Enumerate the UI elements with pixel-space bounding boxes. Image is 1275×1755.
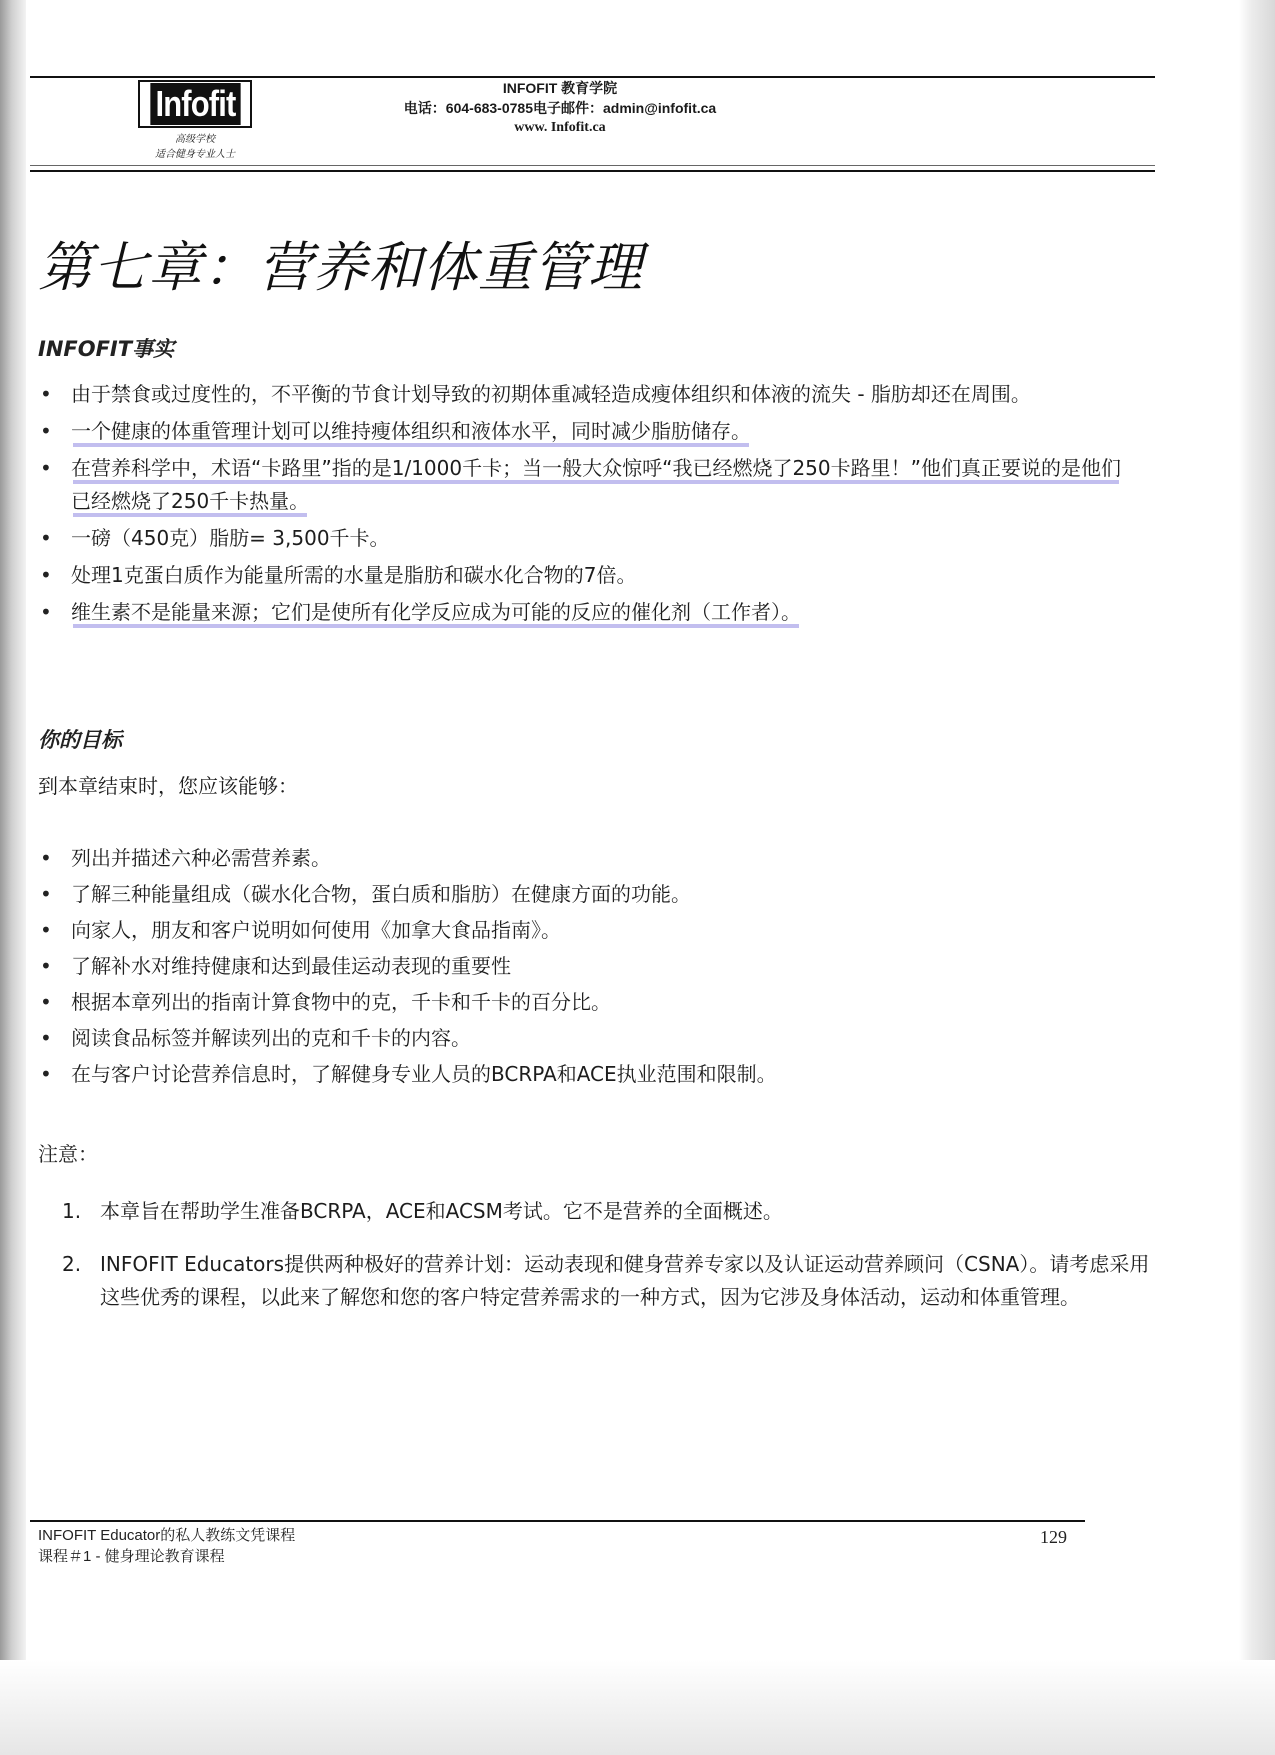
note-text: 本章旨在帮助学生准备BCRPA，ACE和ACSM考试。它不是营养的全面概述。: [100, 1199, 783, 1223]
goals-list: [38, 842, 1128, 1091]
logo-tagline-2: 适合健身专业人士: [155, 149, 235, 160]
list-item: [38, 415, 1128, 448]
list-item: • 根据本章列出的指南计算食物中的克，千卡和千卡的百分比。: [38, 986, 1128, 1019]
footer-course: [38, 1525, 295, 1567]
list-item: • 一磅（450克）脂肪= 3,500千卡。: [38, 522, 1128, 555]
highlighted-text: 在营养科学中，术语“卡路里”指的是1/1000千卡；当一般大众惊呼“我已经燃烧了250卡路里！”他们真正要说的是他们已经燃烧了250千卡热量。: [71, 456, 1121, 513]
note-number: 1.: [62, 1199, 82, 1223]
logo-block: [130, 80, 260, 162]
note-item: [62, 1248, 1152, 1314]
list-item: • 了解补水对维持健康和达到最佳运动表现的重要性: [38, 950, 1128, 983]
list-item: • 由于禁食或过度性的，不平衡的节食计划导致的初期体重减轻造成瘦体组织和体液的流失 - 脂肪却还在周围。: [38, 378, 1128, 411]
org-name: INFOFIT 教育学院: [502, 80, 618, 96]
goals-heading: 你的目标: [38, 728, 122, 752]
highlighted-text: 维生素不是能量来源；它们是使所有化学反应成为可能的反应的催化剂（工作者）。: [71, 600, 801, 624]
note-item: [62, 1195, 1152, 1228]
note-text: INFOFIT Educators提供两种极好的营养计划：运动表现和健身营养专家以及认证运动营养顾问（CSNA）。请考虑采用这些优秀的课程，以此来了解您和您的客户特定营养需求的一种方式，因为它涉及身体活动，运动和体重管理。: [100, 1252, 1150, 1309]
chapter-title: 第七章：营养和体重管理: [38, 236, 643, 299]
list-item: • 处理1克蛋白质作为能量所需的水量是脂肪和碳水化合物的7倍。: [38, 559, 1128, 592]
list-item: [38, 452, 1128, 518]
highlighted-text: 一个健康的体重管理计划可以维持瘦体组织和液体水平，同时减少脂肪储存。: [71, 419, 751, 443]
infofit-logo: Infofit: [138, 80, 253, 128]
scan-shadow-bottom: [0, 1660, 1275, 1755]
list-item: • 了解三种能量组成（碳水化合物，蛋白质和脂肪）在健康方面的功能。: [38, 878, 1128, 911]
notes-list: [62, 1195, 1152, 1334]
scan-shadow-right: [1239, 0, 1275, 1755]
logo-tagline-1: 高级学校: [175, 134, 215, 145]
facts-heading: INFOFIT事实: [38, 337, 175, 361]
note-number: 2.: [62, 1252, 82, 1276]
list-item: • 向家人，朋友和客户说明如何使用《加拿大食品指南》。: [38, 914, 1128, 947]
footer-line-2: 课程＃1 - 健身理论教育课程: [38, 1548, 225, 1565]
notes-heading: 注意：: [38, 1142, 98, 1166]
scan-shadow-left: [0, 0, 26, 1755]
website: www. Infofit.ca: [514, 120, 606, 135]
header-bottom-rule: [30, 170, 1155, 172]
footer-line-1: INFOFIT Educator的私人教练文凭课程: [38, 1527, 296, 1544]
contact-line: 电话：604-683-0785电子邮件：admin@infofit.ca: [403, 100, 717, 116]
list-item: • 列出并描述六种必需营养素。: [38, 842, 1128, 875]
facts-list: [38, 378, 1128, 629]
list-item: • 阅读食品标签并解读列出的克和千卡的内容。: [38, 1022, 1128, 1055]
page-number: 129: [1040, 1527, 1067, 1547]
list-item: • 在与客户讨论营养信息时，了解健身专业人员的BCRPA和ACE执业范围和限制。: [38, 1058, 1128, 1091]
goals-intro: 到本章结束时，您应该能够：: [38, 774, 298, 798]
header-thin-rule: [30, 165, 1155, 166]
list-item: [38, 596, 1128, 629]
header-info: [330, 78, 790, 138]
footer-rule: [30, 1520, 1085, 1522]
